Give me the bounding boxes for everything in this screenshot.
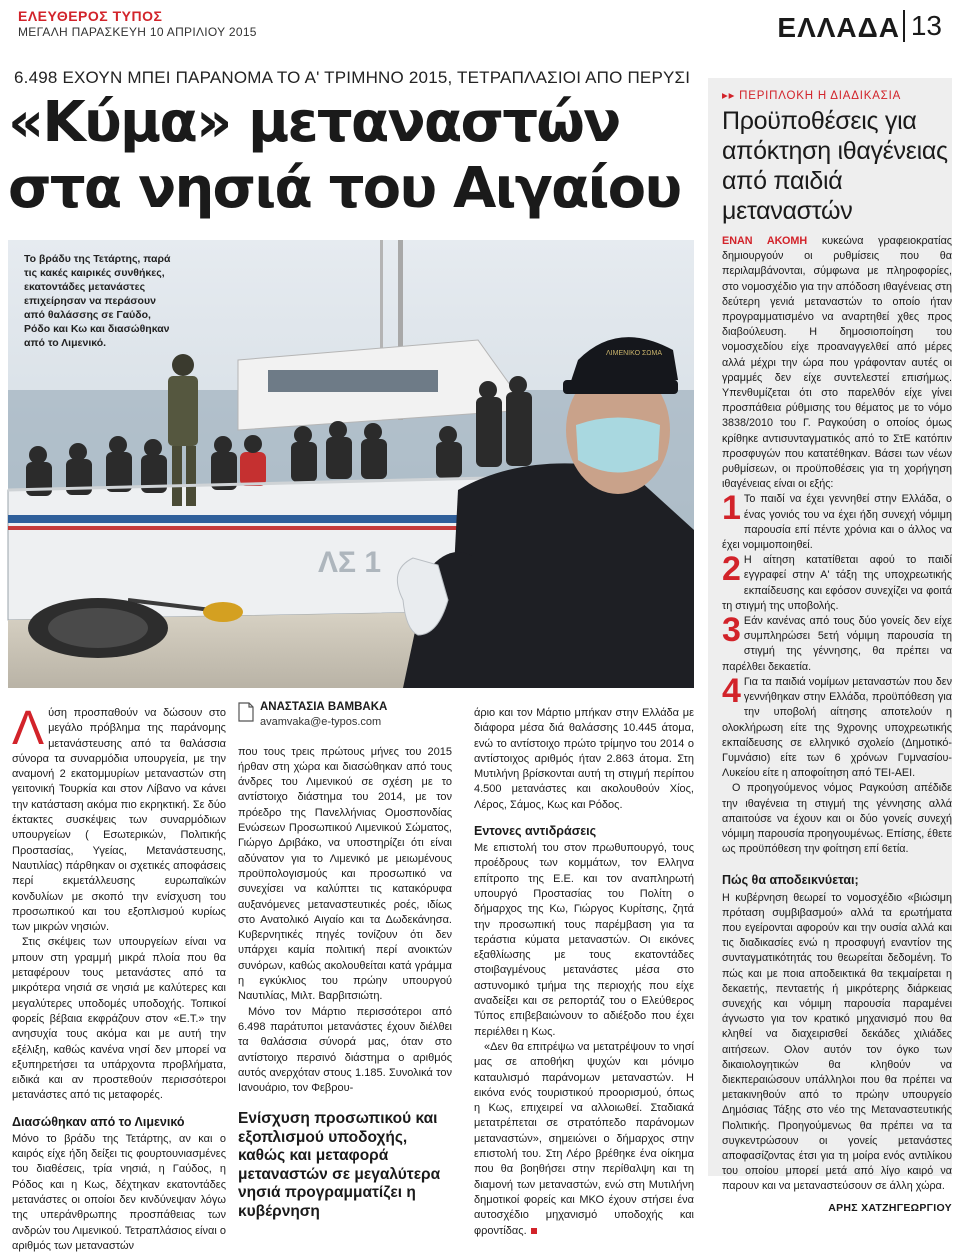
article-kicker: 6.498 ΕΧΟΥΝ ΜΠΕΙ ΠΑΡΑΝΟΜΑ ΤΟ Α' ΤΡΙΜΗΝΟ 2015, ΤΕΤΡΑΠΛΑΣΙΟΙ ΑΠΟ ΠΕΡΥΣΙ [14, 68, 691, 87]
headline-line-1: «Κύμα» μεταναστών [8, 90, 620, 155]
column-1-paragraph-3: Μόνο το βράδυ της Τετάρτης, αν και ο καιρός είχε ήδη δείξει τις φουρτουνιασμένες του διαθέσεις, τρία νησιά, η Γαύδος, η Ρόδος και η Κως, δέχτηκαν εκατοντάδες μετανάστες οι οποίοι δεν κινδύνεψαν λόγω της υπεράνθρωπης προσπάθειας των ανδρών του Λιμενικού. Τετραπλάσιος είναι ο αριθμός των μεταναστών [12, 1132, 226, 1252]
end-mark-icon [531, 1228, 537, 1234]
sidebar-after: Ο προηγούμενος νόμος Ραγκούση απέδιδε την ιθαγένεια τη στιγμή της γέννησης αλλά απαιτούσε να έχουν και οι δύο γονείς συνεχή νόμιμη παρουσία προηγουμένως. Επίσης, έθετε ως προϋπόθεση την φοίτηση επί 6ετία. [722, 782, 952, 856]
item-number: 1 [722, 489, 741, 528]
sidebar-lead: ΕΝΑΝ ΑΚΟΜΗ [722, 235, 808, 247]
item-text: Το παιδί να έχει γεννηθεί στην Ελλάδα, ο ένας γονιός του να έχει ήδη συνεχή νόμιμη παρουσία επί πέντε χρόνια και ο άλλος να έχει νομιμοποιηθεί. [722, 493, 952, 552]
boat-number-text: ΛΣ 1 [318, 546, 382, 579]
article-column-1 [12, 702, 226, 1254]
column-3-paragraph-2: Με επιστολή του στον πρωθυπουργό, τους προέδρους των κομμάτων, τον Ελληνα επίτροπο της Ε.Ε. και τον αναπληρωτή υπουργό Προστασίας του Πολίτη ο δήμαρχος της Κω, Γιώργος Κυρίτσης, ζητά την προσωπική τους παρέμβαση για τα τεράστια κύματα μεταναστών. Οι εικόνες εξαθλίωσης με τους εκατοντάδες στοιβαγμένους μετανάστες μέσα στο αστυνομικό τμήμα της περιοχής που είχε αναδείξει και σε ρεπορτάζ του ο Ελεύθερος Τύπος επιβεβαιώνουν το αδιέξοδο που έχει περιέλθει η Κως. [474, 842, 694, 1038]
sidebar-label-text: ΠΕΡΙΠΛΟΚΗ Η ΔΙΑΔΙΚΑΣΙΑ [739, 90, 902, 102]
author-name: ΑΝΑΣΤΑΣΙΑ ΒΑΜΒΑΚΑ [260, 701, 388, 713]
sidebar-body [722, 234, 952, 1216]
column-3-text: «Δεν θα επιτρέψω να μετατρέψουν το νησί μας σε αποθήκη ψυχών και μόνιμο καταυλισμό παράνομων μεταναστών. Η εικόνα ενός τουριστικού προορισμού, όπως η Κως, επιχειρεί να αλλοιωθεί. Σταδιακά μετατρέπεται σε στρατόπεδο παράνομων μεταναστών», σημειώνει ο δήμαρχος στην επιστολή του. Στη Λέρο βρέθηκε ένα οίκημα που θα βοηθήσει στην περίθαλψη και τη διαμονή των μεταναστών, ενώ στη Μυτιλήνη δημοτικοί φορείς και ΜΚΟ έχουν στήσει ένα αυτοσχέδιο μηχανισμό υποδοχής και φροντίδας. [474, 1040, 694, 1237]
sidebar-item [722, 611, 952, 675]
sidebar-title: Προϋποθέσεις για απόκτηση ιθαγένειας από παιδιά μεταναστών [722, 107, 948, 225]
sidebar-author: ΑΡΗΣ ΧΑΤΖΗΓΕΩΡΓΙΟΥ [828, 1201, 952, 1214]
column-2-paragraph-1: που τους τρεις πρώτους μήνες του 2015 ήρθαν στη χώρα και διασώθηκαν από τους άνδρες του Λιμενικού σε σχέση με το αντίστοιχο διάστημα του 2014, με τον πρόεδρο της Πανελλήνιας Ομοσπονδίας Ενώσεων Προσωπικού Λιμενικού Σώματος, Γιώργο Δριβάκο, να υποστηρίζει ότι είναι αδύνατον για το Λιμενικό με μειωμένους προϋπολογισμούς και προσωπικό να συνεχίσει να καλύπτει τις κατακόρυφα αυξανόμενες μεταναστευτικές ροές, ιδίως στο Ανατολικό Αιγαίο και τα Δωδεκάνησα. Κυβερνητικές πηγές τονίζουν ότι δεν υπάρχει καμία πολιτική περί ανοικτών συνόρων, καθώς ακολουθείται κατά γράμμα η εγκύκλιος του πρώην υπουργού Ναυτιλίας, Μιλτ. Βαρβιτσιώτη. [238, 745, 452, 1003]
sidebar-intro [722, 234, 952, 492]
article-headline [8, 90, 688, 222]
headline-line-2: στα νησιά του Αιγαίου [8, 156, 681, 221]
masthead [18, 8, 942, 48]
item-text: Η αίτηση κατατίθεται αφού το παιδί εγγραφεί στην Α' τάξη της υποχρεωτικής εκπαίδευσης και εφόσον συνεχίζει να φοιτά τη στιγμή της υποβολής. [722, 554, 952, 612]
sidebar-item [722, 671, 952, 781]
item-number: 2 [722, 550, 741, 589]
sidebar-subhead: Πώς θα αποδεικνύεται; [722, 873, 859, 888]
item-number: 4 [722, 671, 741, 710]
double-arrow-icon: ▸▸ [722, 90, 740, 102]
author-email[interactable]: avamvaka@e-typos.com [260, 716, 382, 729]
column-1-paragraph-2: Στις σκέψεις των υπουργείων είναι να μπουν στη γραμμή μικρά πλοία που θα μεταφέρουν τους μετανάστες από τα μικρότερα νησιά σε νησιά με καλύτερες και μεγαλύτερες υποδομές υποδοχής. Τοπικοί φορείς βέβαια εκφράζουν στον «Ε.Τ.» την ανησυχία τους ακόμα και με αυτή την εξέλιξη, καθώς κανένα νησί δεν μπορεί να εξυπηρετήσει τα υπάρχοντα προβλήματα, ειδικά και αν προστεθούν περισσότεροι μετανάστες από τις μεταφορές. [12, 936, 226, 1102]
article-column-2 [238, 700, 452, 1221]
drop-cap: Λ [12, 702, 45, 755]
pull-quote: Ενίσχυση προσωπικού και εξοπλισμού υποδοχής, καθώς και μεταφορά μεταναστών σε μεγαλύτερα νησιά προγραμματίζει η κυβέρνηση [238, 1110, 441, 1220]
column-1-text: ύση προσπαθούν να δώσουν στο μεγάλο πρόβλημα της παράνομης μετανάστευσης από τα θαλάσσια σύνορα τα συναρμόδια υπουργεία, με την αναμονή 2 εκατομμυρίων μεταναστών στη γειτονική Τουρκία και στον Λίβανο να κάνει την κατάσταση ακόμα πιο εκρηκτική. Σε δύο έκτακτες συσκέψεις των συναρμόδιων υπουργείων ( Εσωτερικών, Πολιτικής Προστασίας, Υγείας, Μετανάστευσης, Ναυτιλίας) πάρθηκαν οι σχετικές αποφάσεις περί εκμετάλλευσης ευρωπαϊκών κονδυλίων με σκοπό την ενίσχυση του προσωπικού και του εξοπλισμού κυρίως των μικρών νησιών. [12, 707, 226, 934]
byline [238, 700, 452, 731]
paper-name: ΕΛΕΥΘΕΡΟΣ ΤΥΠΟΣ [18, 8, 163, 24]
section-name: ΕΛΛΑΔΑ [777, 12, 900, 43]
sidebar-intro-text: κυκεώνα γραφειοκρατίας δημιουργούν οι ρυθμίσεις που θα περιλαμβάνονται, σύμφωνα με πληροφορίες, στο νομοσχέδιο για την απόδοση ιθαγένειας στη δεύτερη γενιά μεταναστών το οποίο ήταν προγραμματισμένο να αναρτηθεί χθες προς διαβούλευση. Η δημοσιοποίηση του νομοσχεδίου είχε προαναγγελθεί από μέρες αλλά μέχρι την ώρα που γράφονταν αυτές οι γραμμές δεν είχε συντελεστεί επισήμως. Υπενθυμίζεται ότι στο παρελθόν είχε γίνει προσπάθεια ρύθμισης του θέματος με το νόμο 3838/2010 του Γ. Ραγκούση ο οποίος όμως κρίθηκε αντισυνταγματικός από το ΣτΕ κατόπιν προσφυγών που κατατέθηκαν. Βάσει των νέων ρυθμίσεων, οι προϋποθέσεις για τη χορήγηση ιθαγένειας είναι οι εξής: [722, 235, 953, 491]
sidebar-final: Η κυβέρνηση θεωρεί το νομοσχέδιο «βιώσιμη πρόταση συμβιβασμού» αλλά τα ερωτήματα που εγείρονται αφορούν και την ουσία αλλά και τις διαδικασίες ενώ η προσφυγή εναντίον της συνταγματικότητάς του θεωρείται δεδομένη. Το πώς και με ποια αποδεικτικά θα τεκμαίρεται η δεκαετής, πενταετής ή μικρότερης διάρκειας συνεχής και νόμιμη παρουσία παραμένει άγνωστο για τον κρατικό μηχανισμό που θα κληθεί να διαχειρισθεί δεκάδες χιλιάδες αιτήσεων. Ολον αυτόν τον όγκο των δικαιολογητικών θα κληθούν να διεκπεραιώσουν υπάλληλοι που θα πρέπει να μετακινηθούν από το πρώην υπουργείο Δημόσιας Τάξης στο νέο της Μεταναστευτικής Πολιτικής. Προηγούμενως θα πρέπει να τα συγκεντρώσουν οι γονείς μετανάστες αποφασίζοντας έτσι για τη μοίρα ενός αντιλίκου του οποίου μπορεί μετά από λίγο καιρό να παρουν και να μεταναστεύσουν σε άλλη χώρα. [722, 891, 952, 1193]
column-3-paragraph-3 [474, 1040, 694, 1239]
photo-caption: Το βράδυ της Τετάρτης, παρά τις κακές καιρικές συνθήκες, εκατοντάδες μετανάστες επιχείρησαν να περάσουν από θαλάσσης σε Γαύδο, Ρόδο και Κω και διασώθηκαν από το Λιμενικό. [24, 253, 171, 349]
column-2-paragraph-2: Μόνο τον Μάρτιο περισσότεροι από 6.498 παράτυποι μετανάστες έχουν διέλθει τα θαλάσσια σύνορά μας, όταν στο αντίστοιχο περσινό διάστημα ο αριθμός αυτός ανερχόταν στους 1.185. Συνολικά τον Ιανουάριο, τον Φεβρου- [238, 1005, 452, 1095]
sidebar-label [722, 88, 901, 102]
article-column-3 [474, 706, 694, 1239]
item-text: Για τα παιδιά νομίμων μεταναστών που δεν γεννήθηκαν στην Ελλάδα, προϋπόθεση για την υποβολή αίτησης αποτελούν η ολοκλήρωση είτε της 9χρονης υποχρεωτικής εκπαίδευσης σε ελληνικό σχολείο (Δημοτικό-Γυμνάσιο) είτε των 6 χρόνων Γυμνασίου-Λυκείου είτε η αποφοίτηση από ΤΕΙ-ΑΕΙ. [722, 675, 952, 780]
column-3-paragraph-1: άριο και τον Μάρτιο μπήκαν στην Ελλάδα με διάφορα μέσα διά θαλάσσης 10.445 άτομα, ενώ το αντίστοιχο πρώτο τρίμηνο του 2014 ο αντίστοιχος αριθμός ήταν 2.863 άτομα. Στη Μυτιλήνη βρίσκονται αυτή τη στιγμή περίπου 4.500 μετανάστες και ακολουθούν Χίος, Λέρος, Σάμος, Κως και Ρόδος. [474, 707, 694, 811]
sidebar-item [722, 489, 952, 553]
page-number: 13 [903, 10, 942, 42]
item-text: Εάν κανένας από τους δύο γονείς δεν είχε συμπληρώσει 5ετή νόμιμη παρουσία τη στιγμή της γέννησης, θα πρέπει να παρέλθει δεκαετία. [722, 615, 952, 673]
issue-date: ΜΕΓΑΛΗ ΠΑΡΑΣΚΕΥΗ 10 ΑΠΡΙΛΙΟΥ 2015 [18, 25, 257, 39]
cap-badge-text: ΛΙΜΕΝΙΚΟ ΣΩΜΑ [606, 350, 663, 357]
subhead-rescued: Διασώθηκαν από το Λιμενικό [12, 1114, 185, 1129]
document-icon [238, 702, 254, 722]
item-number: 3 [722, 611, 741, 650]
subhead-reactions: Εντονες αντιδράσεις [474, 824, 597, 839]
sidebar-item [722, 550, 952, 614]
sidebar-box [708, 78, 953, 1214]
column-1-paragraph [12, 702, 226, 935]
